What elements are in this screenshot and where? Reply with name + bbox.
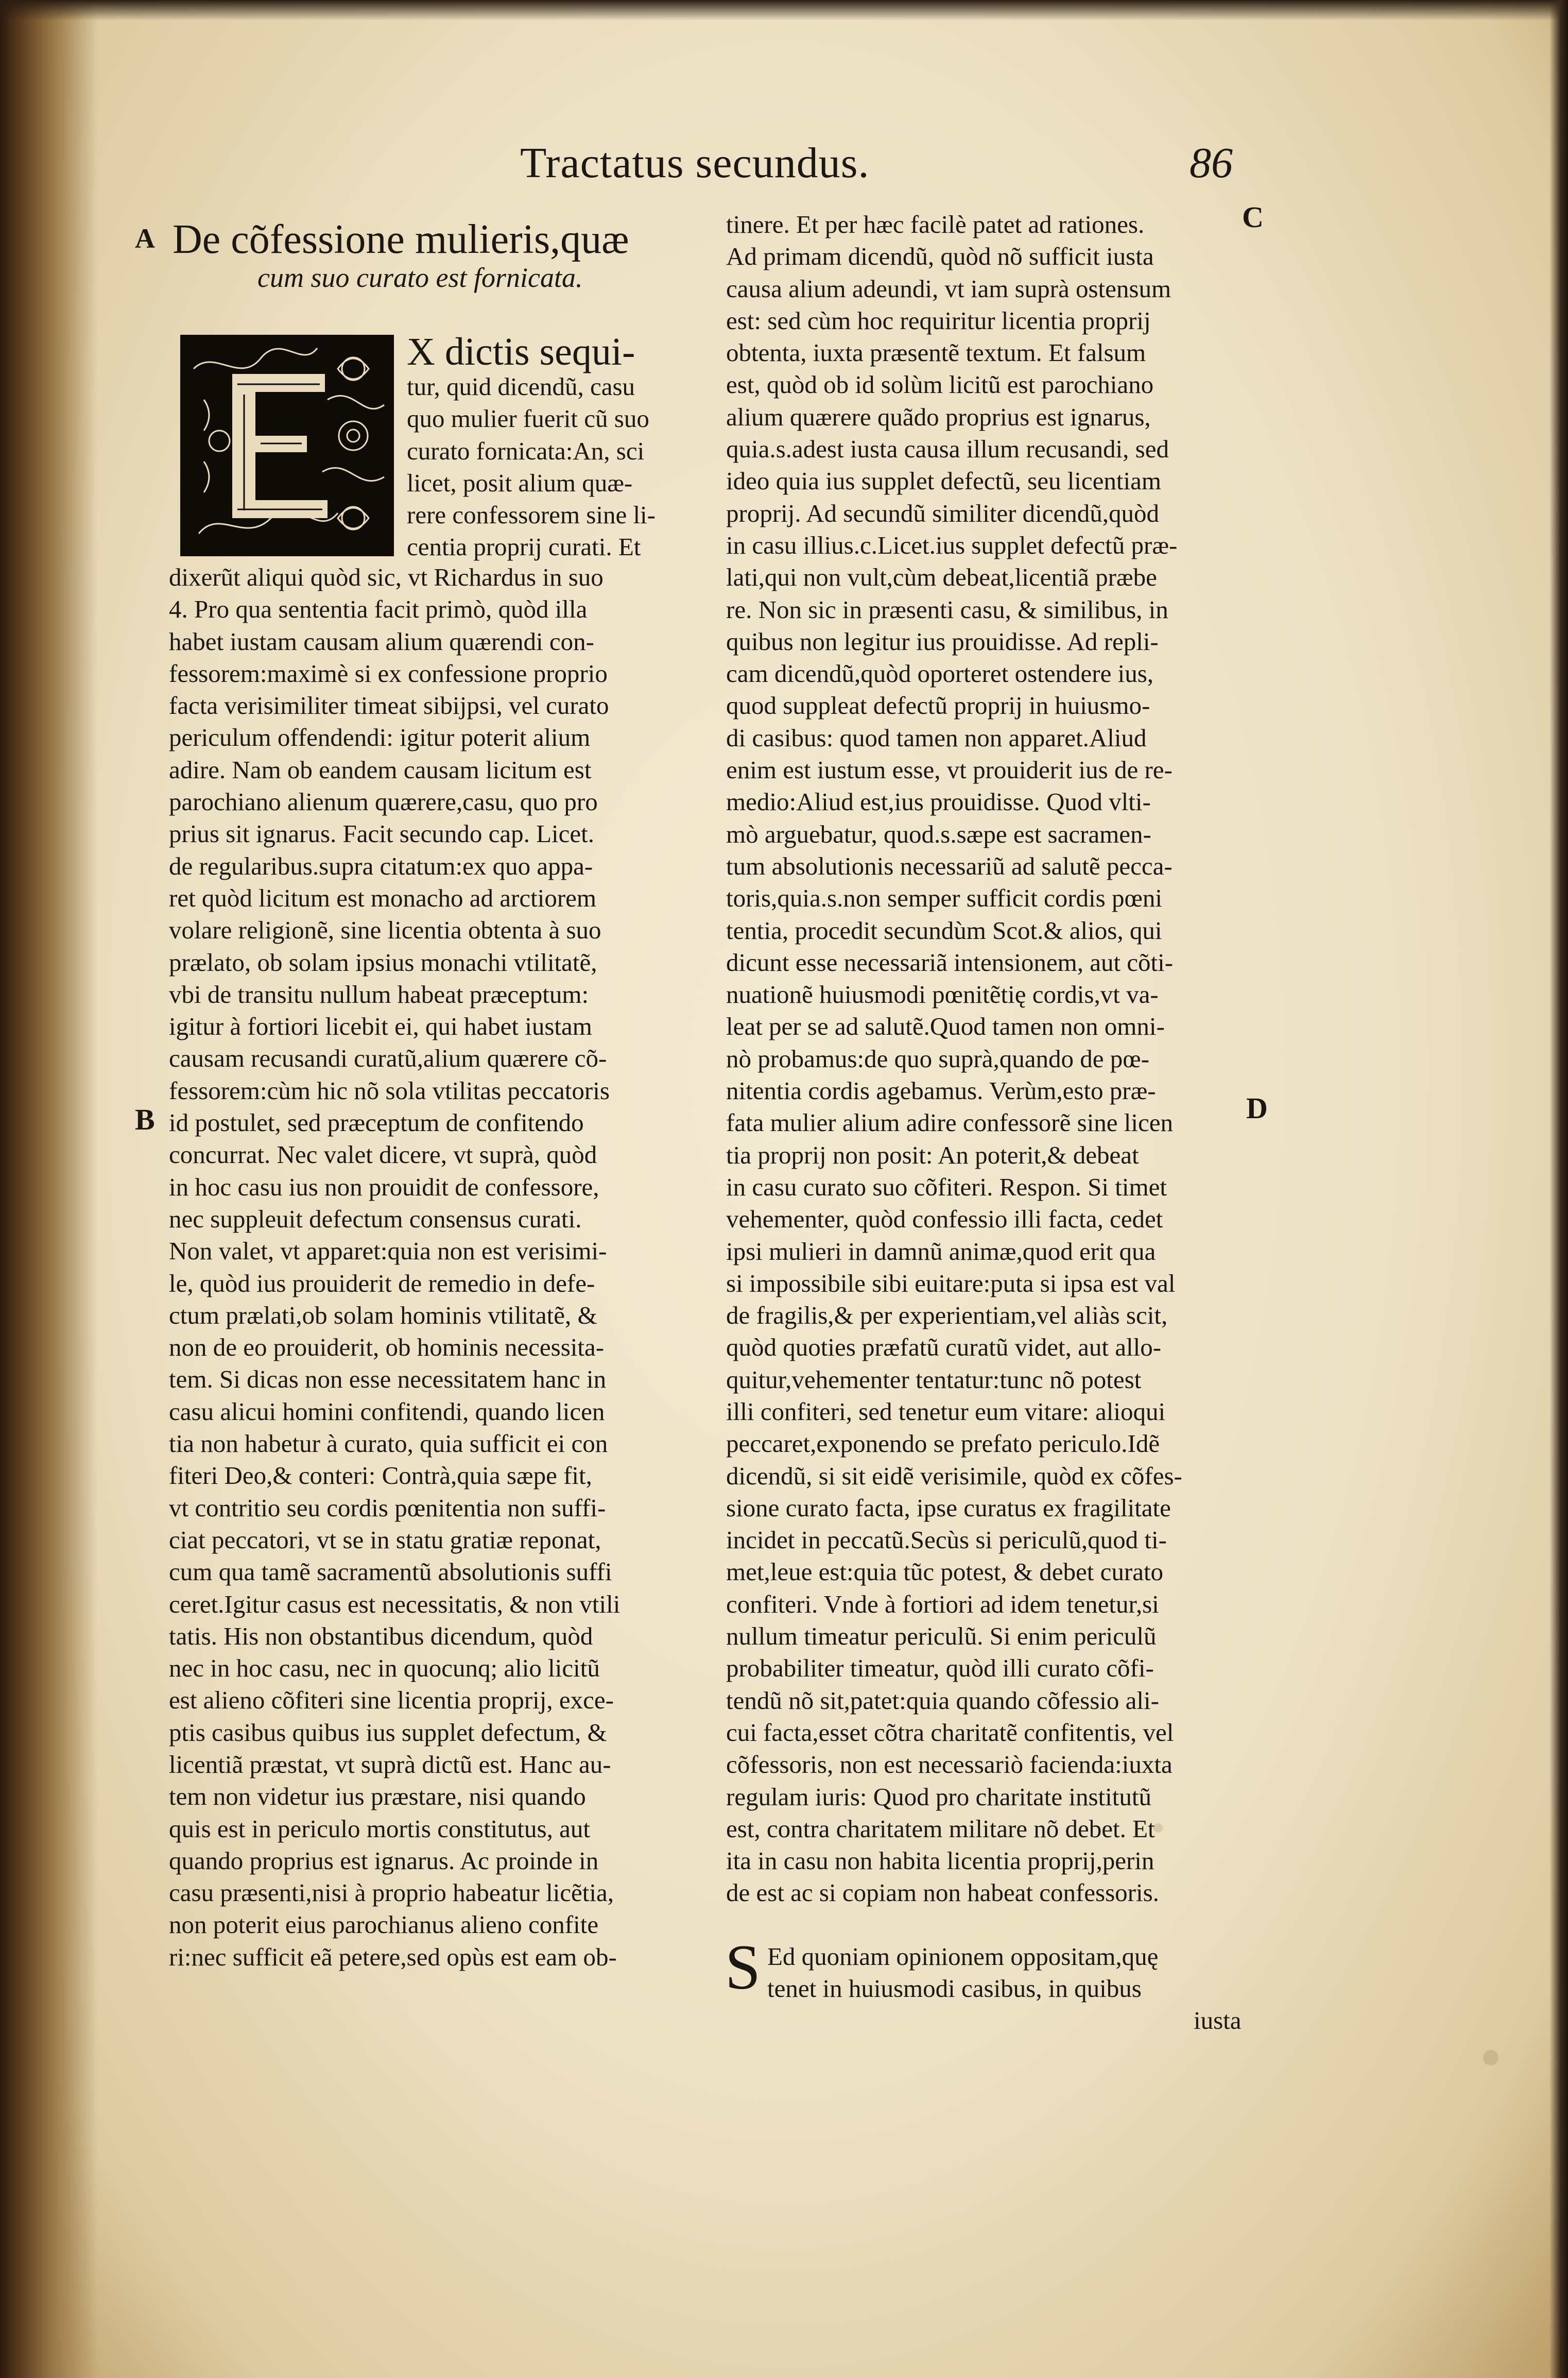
text-line: tum absolutionis necessariũ ad salutẽ pecca-: [726, 851, 1173, 880]
text-line: confiteri. Vnde à fortiori ad idem tenetur,si: [726, 1589, 1159, 1618]
text-line: vbi de transitu nullum habeat præceptum:: [169, 980, 589, 1008]
text-line: parochiano alienum quærere,casu, quo pro: [169, 788, 598, 816]
text-line: ptis casibus quibus ius supplet defectum, &: [169, 1718, 607, 1747]
text-line: dixerũt aliqui quòd sic, vt Richardus in suo: [169, 563, 604, 591]
text-line: enim est iustum esse, vt prouiderit ius de re-: [726, 756, 1173, 784]
text-line: obtenta, iuxta præsentẽ textum. Et falsum: [726, 338, 1146, 367]
text-line: di casibus: quod tamen non apparet.Aliud: [726, 723, 1147, 752]
text-line: tia proprij non posit: An poterit,& debeat: [726, 1140, 1139, 1169]
text-line: regulam iuris: Quod pro charitate institutũ: [726, 1782, 1152, 1811]
text-line: Ad primam dicendũ, quòd nõ sufficit iusta: [726, 242, 1154, 271]
margin-marker-a: A: [135, 223, 155, 254]
text-line: quòd quoties præfatũ curatũ videt, aut allo-: [726, 1333, 1162, 1362]
text-line: est, contra charitatem militare nõ debet. Et: [726, 1814, 1155, 1843]
text-line: quia.s.adest iusta causa illum recusandi, sed: [726, 435, 1169, 464]
decorated-initial-e-icon: [180, 335, 394, 556]
text-line: habet iustam causam alium quærendi con-: [169, 627, 594, 656]
text-line: quando proprius est ignarus. Ac proinde in: [169, 1846, 599, 1875]
margin-marker-b: B: [135, 1103, 155, 1136]
text-line: fata mulier alium adire confessorẽ sine licen: [726, 1108, 1174, 1137]
text-line: sione curato facta, ipse curatus ex fragilitate: [726, 1493, 1171, 1522]
text-line: proprij. Ad secundũ similiter dicendũ,quòd: [726, 499, 1160, 527]
text-line: non poterit eius parochianus alieno confite: [169, 1910, 599, 1939]
text-line: tem. Si dicas non esse necessitatem hanc in: [169, 1365, 607, 1394]
text-line: ceret.Igitur casus est necessitatis, & non vtili: [169, 1589, 621, 1618]
text-line: dicendũ, si sit eidẽ verisimile, quòd ex cõfes-: [726, 1461, 1182, 1490]
text-line: quitur,vehementer tentatur:tunc nõ potest: [726, 1365, 1142, 1394]
text-line: nec in hoc casu, nec in quocunq; alio licitũ: [169, 1654, 600, 1683]
text-line: de regularibus.supra citatum:ex quo appa-: [169, 851, 593, 880]
right-edge-shadow: [1549, 0, 1568, 2378]
text-line: est, quòd ob id solùm licitũ est parochiano: [726, 370, 1154, 399]
text-line: nullum timeatur periculũ. Si enim periculũ: [726, 1622, 1157, 1651]
text-line: tendũ nõ sit,patet:quia quando cõfessio ali-: [726, 1686, 1159, 1715]
text-line: ctum prælati,ob solam hominis vtilitatẽ, &: [169, 1301, 597, 1329]
text-line: fessorem:cùm hic nõ sola vtilitas peccatoris: [169, 1076, 610, 1105]
left-column-wrap-text: [407, 371, 656, 563]
text-line: licentiã præstat, vt suprà dictũ est. Hanc au-: [169, 1750, 611, 1778]
text-line: de fragilis,& per experientiam,vel aliàs scit,: [726, 1301, 1168, 1330]
margin-marker-c: C: [1242, 200, 1264, 234]
text-line: incidet in peccatũ.Secùs si periculũ,quod ti-: [726, 1526, 1167, 1554]
text-line: ita in casu non habita licentia proprij,perin: [726, 1846, 1155, 1875]
text-line: causa alium adeundi, vt iam suprà ostensum: [726, 274, 1171, 303]
text-line: igitur à fortiori licebit ei, qui habet iustam: [169, 1012, 592, 1041]
text-line: medio:Aliud est,ius prouidisse. Quod vlti-: [726, 788, 1151, 816]
closing-initial: S: [725, 1932, 761, 2003]
text-line: cui facta,esset cõtra charitatẽ confitentis, vel: [726, 1718, 1174, 1747]
section-subtitle: cum suo curato est fornicata.: [257, 262, 583, 293]
text-line: probabiliter timeatur, quòd illi curato cõfi-: [726, 1654, 1154, 1683]
text-line: tur, quid dicendũ, casu: [407, 372, 635, 401]
text-line: in casu curato suo cõfiteri. Respon. Si timet: [726, 1172, 1167, 1201]
text-line: tatis. His non obstantibus dicendum, quòd: [169, 1621, 593, 1650]
text-line: nuationẽ huiusmodi pœnitẽtię cordis,vt va-: [726, 980, 1159, 1009]
text-line: curato fornicata:An, sci: [407, 436, 645, 465]
binding-shadow: [0, 0, 98, 2378]
text-line: vehementer, quòd confessio illi facta, cedet: [726, 1205, 1163, 1234]
text-line: ipsi mulieri in damnũ animæ,quod erit qua: [726, 1237, 1156, 1265]
text-line: le, quòd ius prouiderit de remedio in defe-: [169, 1269, 595, 1297]
text-line: dicunt esse necessariã intensionem, aut cõti-: [726, 948, 1174, 977]
text-line: ri:nec sufficit eã petere,sed opùs est eam ob-: [169, 1942, 617, 1971]
opening-line: X dictis sequi-: [407, 330, 635, 373]
margin-marker-d: D: [1246, 1091, 1268, 1125]
text-line: met,leue est:quia tũc potest, & debet curato: [726, 1558, 1164, 1586]
text-line: adire. Nam ob eandem causam licitum est: [169, 755, 592, 784]
top-edge-shadow: [0, 0, 1568, 21]
text-line: cum qua tamẽ sacramentũ absolutionis suffi: [169, 1558, 612, 1586]
text-line: casu alicui homini confitendi, quando licen: [169, 1397, 605, 1426]
text-line: licet, posit alium quæ-: [407, 468, 633, 497]
text-line: de est ac si copiam non habeat confessoris.: [726, 1878, 1159, 1907]
text-line: peccaret,exponendo se prefato periculo.Idẽ: [726, 1429, 1160, 1458]
page-stain: [1483, 2050, 1498, 2065]
text-line: ret quòd licitum est monacho ad arctiorem: [169, 883, 597, 912]
closing-paragraph-text: [767, 1941, 1158, 2005]
text-line: fiteri Deo,& conteri: Contrà,quia sæpe fit,: [169, 1461, 592, 1490]
text-line: quod suppleat defectũ proprij in huiusmo-: [726, 691, 1150, 720]
text-line: quo mulier fuerit cũ suo: [407, 404, 649, 433]
text-line: concurrat. Nec valet dicere, vt suprà, quòd: [169, 1140, 597, 1169]
text-line: ideo quia ius supplet defectũ, seu licentiam: [726, 467, 1162, 495]
text-line: Non valet, vt apparet:quia non est verisimi-: [169, 1237, 607, 1265]
text-line: quis est in periculo mortis constitutus, aut: [169, 1814, 590, 1843]
left-column-text: [169, 561, 620, 1973]
text-line: id postulet, sed præceptum de confitendo: [169, 1108, 584, 1137]
text-line: in casu illius.c.Licet.ius supplet defectũ præ-: [726, 531, 1178, 559]
text-line: alium quærere quãdo proprius est ignarus,: [726, 402, 1151, 431]
right-column-text: [726, 209, 1182, 1909]
text-line: mò arguebatur, quod.s.sæpe est sacramen-: [726, 819, 1151, 848]
text-line: causam recusandi curatũ,alium quærere cõ-: [169, 1044, 607, 1073]
text-line: cõfessoris, non est necessariò facienda:iuxta: [726, 1750, 1173, 1779]
text-line: in hoc casu ius non prouidit de confessore,: [169, 1172, 599, 1201]
text-line: ciat peccatori, vt se in statu gratiæ reponat,: [169, 1525, 601, 1554]
text-line: leat per se ad salutẽ.Quod tamen non omni-: [726, 1012, 1165, 1041]
text-line: casu præsenti,nisi à proprio habeatur licẽtia,: [169, 1878, 614, 1907]
text-line: nò probamus:de quo suprà,quando de pœ-: [726, 1044, 1149, 1073]
text-line: prius sit ignarus. Facit secundo cap. Licet.: [169, 819, 594, 848]
text-line: fessorem:maximè si ex confessione proprio: [169, 659, 608, 688]
text-line: si impossibile sibi euitare:puta si ipsa est val: [726, 1269, 1176, 1297]
text-line: cam dicendũ,quòd oporteret ostendere ius,: [726, 659, 1154, 688]
text-line: nec suppleuit defectum consensus curati.: [169, 1204, 582, 1233]
text-line: tinere. Et per hæc facilè patet ad rationes.: [726, 210, 1145, 238]
text-line: tem non videtur ius præstare, nisi quando: [169, 1782, 586, 1811]
text-line: est alieno cõfiteri sine licentia proprij, exce-: [169, 1686, 614, 1715]
text-line: facta verisimiliter timeat sibijpsi, vel curato: [169, 691, 609, 720]
text-line: tentia, procedit secundùm Scot.& alios, qui: [726, 916, 1162, 945]
text-line: tia non habetur à curato, quia sufficit ei con: [169, 1429, 608, 1458]
text-line: nitentia cordis agebamus. Verùm,esto præ-: [726, 1076, 1156, 1105]
text-line: toris,quia.s.non semper sufficit cordis pœni: [726, 884, 1162, 913]
text-line: prælato, ob solam ipsius monachi vtilitatẽ,: [169, 948, 597, 977]
text-line: quibus non legitur ius prouidisse. Ad repli-: [726, 627, 1159, 656]
text-line: Ed quoniam opinionem oppositam,quę: [767, 1942, 1159, 1971]
text-line: rere confessorem sine li-: [407, 501, 656, 529]
section-title: De cõfessione mulieris,quæ: [173, 217, 629, 262]
catchword: iusta: [1194, 2006, 1242, 2034]
folio-number: 86: [1190, 139, 1233, 187]
text-line: lati,qui non vult,cùm debeat,licentiã præbe: [726, 563, 1157, 592]
text-line: illi confiteri, sed tenetur eum vitare: alioqui: [726, 1397, 1166, 1426]
text-line: periculum offendendi: igitur poterit alium: [169, 723, 591, 752]
text-line: est: sed cùm hoc requiritur licentia proprij: [726, 306, 1151, 335]
text-line: re. Non sic in præsenti casu, & similibus, in: [726, 595, 1168, 624]
text-line: tenet in huiusmodi casibus, in quibus: [767, 1974, 1142, 2003]
running-head: Tractatus secundus.: [520, 139, 870, 187]
text-line: centia proprij curati. Et: [407, 533, 641, 561]
text-line: volare religionẽ, sine licentia obtenta à suo: [169, 916, 601, 945]
text-line: vt contritio seu cordis pœnitentia non suffi-: [169, 1493, 606, 1522]
text-line: non de eo prouiderit, ob hominis necessita-: [169, 1333, 605, 1362]
text-line: 4. Pro qua sententia facit primò, quòd illa: [169, 595, 588, 624]
